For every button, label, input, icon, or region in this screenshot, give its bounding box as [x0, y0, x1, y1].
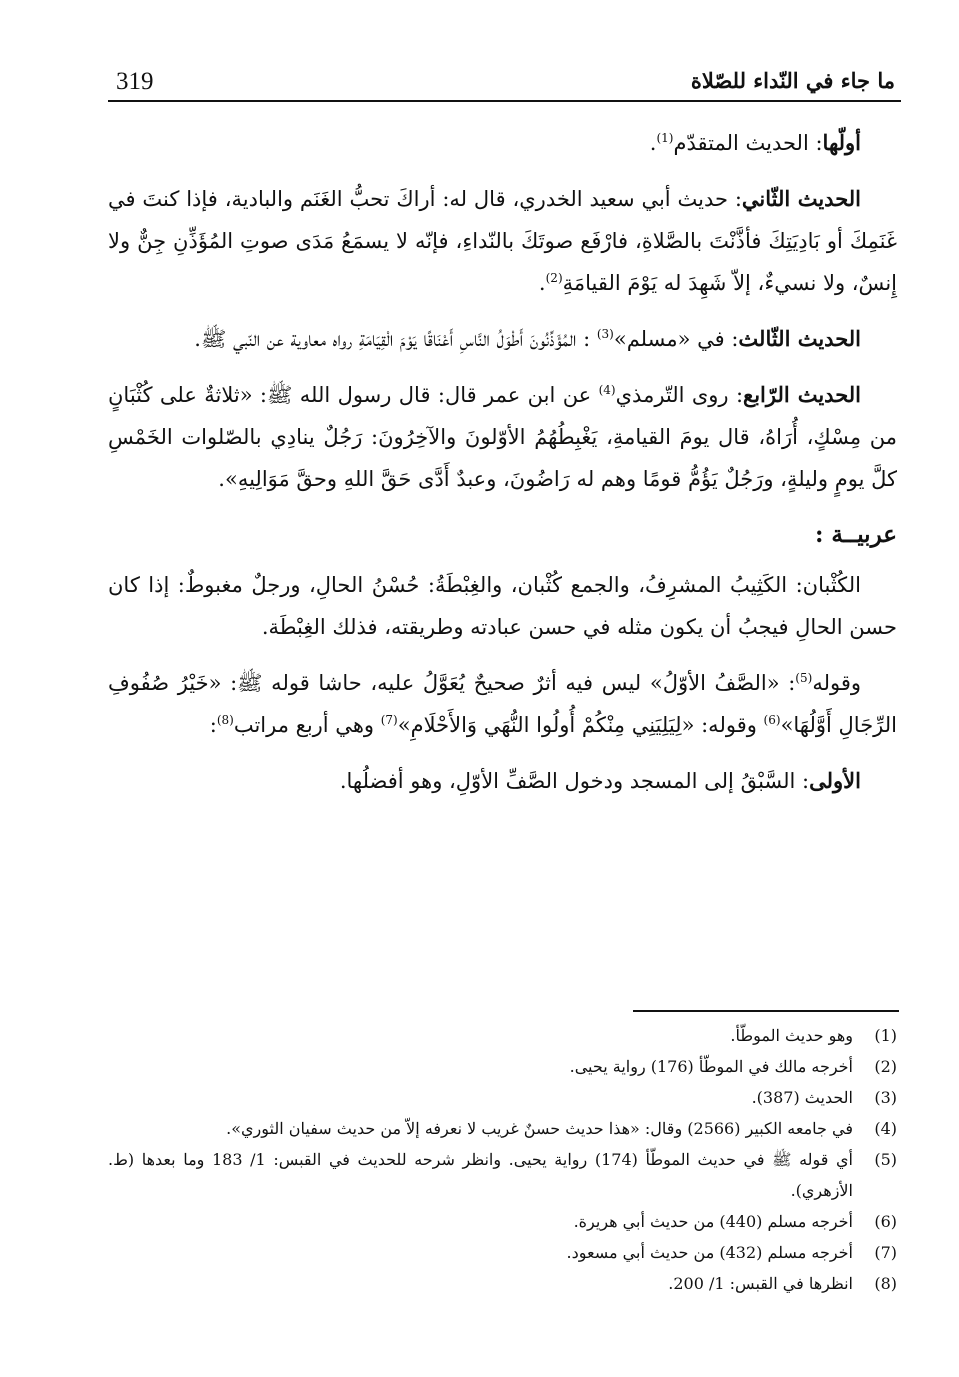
- paragraph-rank-one: [108, 760, 897, 802]
- footnote: [108, 1268, 897, 1299]
- footnote-ref: (4): [598, 383, 616, 397]
- paragraph-first-row: [108, 662, 897, 746]
- section-heading: عربيــة :: [814, 521, 897, 548]
- paragraph-text: : روى التّرمذي: [615, 383, 744, 407]
- footnotes: [108, 1020, 897, 1299]
- paragraph-text: عن ابن عمر قال: قال رسول الله ﷺ: «ثلاثةٌ على كُثْبَانٍ من مِسْكٍ، أُرَاهُ، قال يومَ القيامةِ، يَغْبِطُهُمُ الأوّلونَ والآخِرُونَ: رَجُلٌ ينادِي بالصّلوات الخَمْسِ كلَّ يومٍ وليلةٍ، ورَجُلٌ يَؤُمُّ قومًا وهم له رَاضُونَ، وعبدٌ أَدَّى حَقَّ اللهِ وحقَّ مَوَالِيهِ».: [108, 383, 897, 491]
- footnote-ref: (1): [656, 131, 674, 145]
- footnote-ref: (2): [545, 271, 563, 285]
- footnote-ref: (5): [795, 671, 813, 685]
- paragraph-first: [108, 122, 897, 164]
- footnote-text: انظرها في القبس: 1/ 200.: [668, 1274, 853, 1293]
- footnote-text: وهو حديث الموطّأ.: [730, 1026, 853, 1045]
- footnote: [108, 1020, 897, 1051]
- footnote-number: (4): [874, 1119, 897, 1138]
- footnote-number: (3): [874, 1088, 897, 1107]
- paragraph-vocabulary: [108, 564, 897, 648]
- footnote-number: (6): [874, 1212, 897, 1231]
- footnote: [108, 1051, 897, 1082]
- footnote: [108, 1113, 897, 1144]
- paragraph-third-hadith: [108, 318, 897, 360]
- paragraph-text: وهي أربع مراتب: [233, 713, 381, 737]
- paragraph-fourth-hadith: [108, 374, 897, 500]
- paragraph-lead: الحديث الرّابع: [743, 382, 861, 407]
- footnote-ref: (7): [380, 713, 398, 727]
- footnote-ref: (8): [216, 713, 234, 727]
- footnote-text: أي قوله ﷺ في حديث الموطّأ (174) رواية يحيى. وانظر شرحه للحديث في القبس: 1/ 183 وما بعدها (ط. الأزهري).: [108, 1150, 854, 1200]
- footnote-text: في جامعه الكبير (2566) وقال: «هذا حديث حسنٌ غريب لا نعرفه إلاّ من حديث سفيان الثوري».: [226, 1119, 853, 1138]
- footnote-number: (8): [874, 1274, 897, 1293]
- paragraph-text: : السَّبْقُ إلى المسجد ودخول الصَّفِّ الأوّلِ، وهو أفضلُها.: [339, 769, 810, 793]
- paragraph-tail: .: [649, 131, 657, 155]
- paragraph-text: : في «مسلم»: [613, 327, 739, 351]
- footnote-text: أخرجه مسلم (440) من حديث أبي هريرة.: [573, 1212, 853, 1231]
- footnote-text: أخرجه مالك في الموطّأ (176) رواية يحيى.: [569, 1057, 853, 1076]
- main-text: [108, 122, 897, 816]
- footnote-divider: [633, 1010, 899, 1012]
- page-header: [108, 62, 901, 102]
- paragraph-tail: .: [538, 271, 546, 295]
- footnote: [108, 1082, 897, 1113]
- footnote-number: (2): [874, 1057, 897, 1076]
- footnote-number: (7): [874, 1243, 897, 1262]
- footnote-ref: (6): [763, 713, 781, 727]
- footnote: [108, 1206, 897, 1237]
- paragraph-second-hadith: [108, 178, 897, 304]
- footnote: [108, 1237, 897, 1268]
- running-title: ما جاء في النّداء للصّلاة: [690, 68, 895, 93]
- paragraph-text: وقوله: [812, 671, 861, 695]
- footnote-ref: (3): [596, 327, 614, 341]
- footnote-text: الحديث (387).: [751, 1088, 853, 1107]
- paragraph-tail: :: [209, 713, 217, 737]
- footnote-number: (1): [874, 1026, 897, 1045]
- page-number: 319: [116, 68, 154, 95]
- paragraph-text: الكُثْبان: الكَثِيبُ المشرِفُ، والجمع كُثْبان، والغِبْطَةُ: حُسْنُ الحالِ، ورجلٌ مغبوطٌ: إذا كان حسن الحالِ فيجبُ أن يكون مثله في حسن عبادته وطريقته، فذلك الغِبْطَة.: [108, 573, 897, 639]
- paragraph-text: : حديث أبي سعيد الخدري، قال له: أراكَ تحبُّ الغَنَم والبادية، فإذا كنتَ في غَنَمِكَ أو بَادِيَتِكَ فأذَّنْتَ بالصَّلاةِ، فارْفَع صوتَكَ بالنّداءِ، فإنّه لا يسمَعُ مَدَى صوتِ المُؤَذِّنِ جِنٌّ ولا إِنسٌ، ولا نسيءٌ، إلاّ شَهِدَ له يَوْمَ القيامَةِ: [108, 187, 897, 295]
- paragraph-text: وقوله: «لِيَلِيَنِي مِنْكُمْ أُولُوا النُّهَي وَالأَحْلَامِ»: [397, 713, 764, 737]
- footnote: [108, 1144, 897, 1206]
- paragraph-lead: الحديث الثّالث: [738, 326, 861, 351]
- paragraph-lead: الحديث الثّاني: [741, 186, 861, 211]
- paragraph-lead: الأولى: [809, 768, 861, 793]
- paragraph-text: : الحديث المتقدّم: [673, 131, 823, 155]
- paragraph-lead: أولّها: [822, 130, 861, 155]
- footnote-text: أخرجه مسلم (432) من حديث أبي مسعود.: [566, 1243, 853, 1262]
- paragraph-text: : المُؤَذِّنُونَ أَطْوَلُ النَّاسِ أَعْنَاقًا يَوْمَ الْقِيَامَةِ رواه معاوية عن النّبي ﷺ.: [194, 327, 597, 351]
- paragraph-text: : «الصَّفُ الأوّلُ» ليس فيه أثرٌ صحيحٌ يُعَوَّلُ عليه، حاشا قوله ﷺ: «خَيْرُ صُفُوفِ الرِّجَالِ أَوَّلُهَا»: [108, 671, 897, 737]
- footnote-number: (5): [874, 1150, 897, 1169]
